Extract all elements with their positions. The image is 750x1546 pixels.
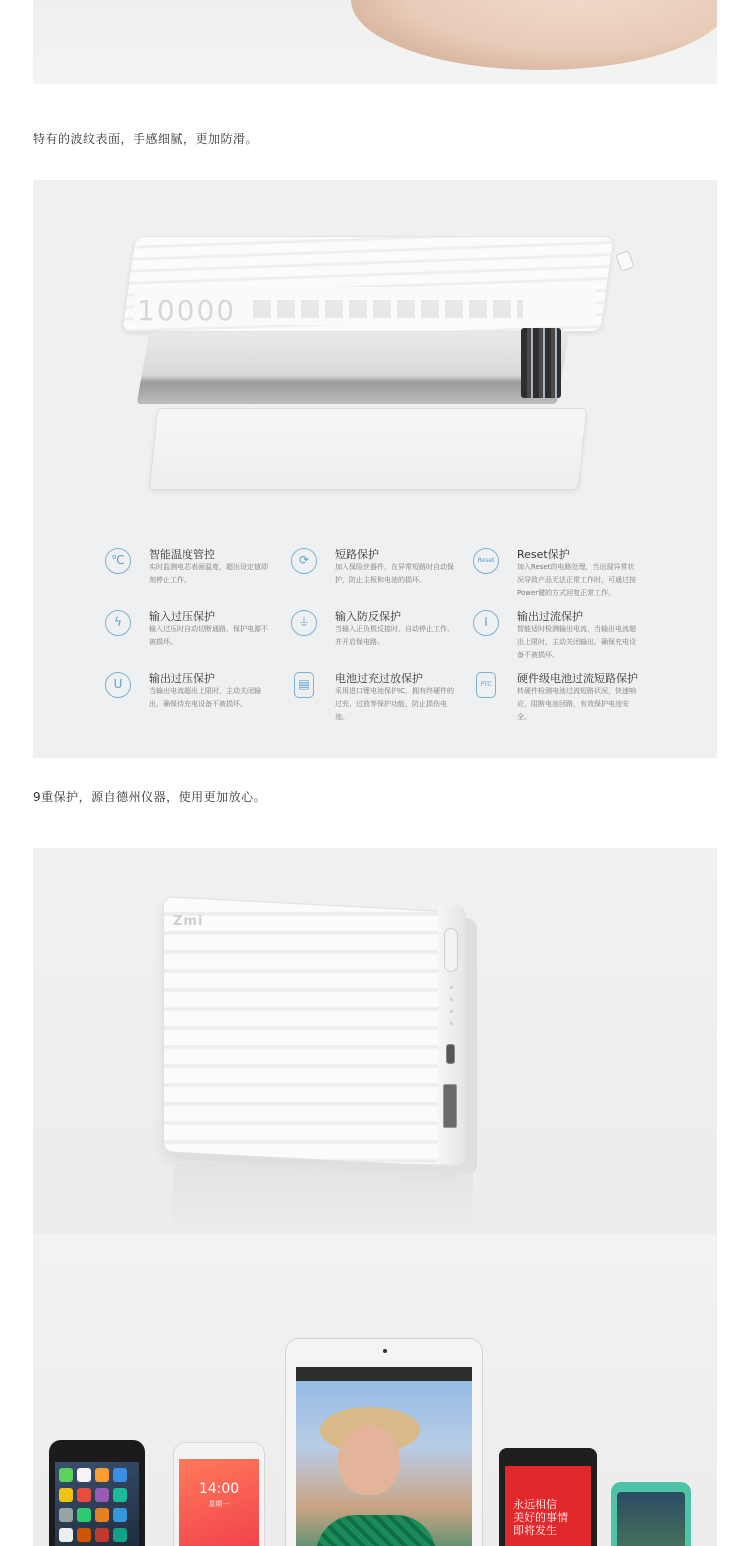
hand-graphic [351, 0, 717, 70]
thermometer-icon: ℃ [105, 548, 131, 574]
redmi-slogan [513, 1498, 568, 1537]
led-indicator [450, 1010, 453, 1013]
lightning-icon: ϟ [105, 610, 131, 636]
feature-item [291, 544, 471, 600]
short-circuit-icon: ⟳ [291, 548, 317, 574]
led-indicator [450, 986, 453, 989]
feature-title: 智能温度管控 [149, 548, 215, 561]
slogan-line: 即将发生 [513, 1524, 557, 1537]
battery-board [137, 332, 570, 404]
feature-desc: 当输出电流超出上限时，主动关闭输出，确保待充电设备不被损坏。 [149, 687, 261, 708]
zmi-logo: Zmi [173, 914, 204, 929]
feature-desc: 加入Reset的电路处理，当出现异常状况导致产品无法正常工作时，可通过按Power键的方式回复正常工作。 [517, 563, 636, 597]
feature-title: 输出过压保护 [149, 672, 215, 685]
slogan-line: 美好的事情 [513, 1511, 568, 1524]
feature-title: Reset保护 [517, 548, 570, 561]
power-button [444, 928, 458, 972]
feature-desc: 加入保险丝器件，在异常短路时自动保护，防止主板和电池的损坏。 [335, 563, 454, 584]
feature-item [105, 606, 285, 662]
feature-desc: 转硬件检测电池过流短路状况，快速响应，阻断电池回路，有效保护电池安全。 [517, 687, 636, 721]
feature-title: 硬件级电池过流短路保护 [517, 672, 638, 685]
feature-title: 输入过压保护 [149, 610, 215, 623]
reflection [173, 1164, 473, 1234]
bottom-shell [149, 408, 588, 490]
shirt [316, 1515, 436, 1546]
clock-date: 星期一 [208, 1500, 230, 1508]
ptc-icon: PTC [476, 672, 496, 698]
iphone-screen [55, 1462, 139, 1546]
protection-caption: 9重保护，源自德州仪器，使用更加放心。 [33, 790, 267, 804]
mipad-tablet [285, 1338, 483, 1546]
feature-desc: 智能适时检测输出电流，当输出电流超出上限时，主动关闭输出，确保充电设备不被损坏。 [517, 625, 636, 659]
surface-caption: 特有的波纹表面，手感细腻，更加防滑。 [33, 132, 259, 146]
feature-item [473, 606, 653, 662]
circuit-chip [521, 328, 561, 398]
spec-fine-print [253, 300, 523, 318]
feature-desc: 当输入正负极反接时，自动停止工作，并开启保电路。 [335, 625, 454, 646]
led-indicator [450, 998, 453, 1001]
face [338, 1425, 400, 1495]
feature-grid [105, 544, 665, 724]
browser-bar [296, 1367, 472, 1381]
feature-desc: 输入过压时自动切断通路，保护电源不被损坏。 [149, 625, 268, 646]
exploded-view-panel [33, 180, 717, 758]
mipad-screen [296, 1367, 472, 1546]
current-icon: I [473, 610, 499, 636]
feature-desc: 实时监测电芯表面温度，超出设定值即刻停止工作。 [149, 563, 268, 584]
feature-title: 短路保护 [335, 548, 379, 561]
feature-title: 输出过流保护 [517, 610, 583, 623]
redmi-screen [505, 1466, 591, 1546]
feature-item [473, 668, 653, 724]
slogan-line: 永远相信 [513, 1498, 557, 1511]
battery-icon: ▤ [294, 672, 314, 698]
led-indicator [450, 1022, 453, 1025]
feature-item [473, 544, 653, 600]
feature-item [291, 668, 471, 724]
compatible-devices-panel [33, 1234, 717, 1546]
feature-title: 电池过充过放保护 [335, 672, 423, 685]
camera-dot [383, 1349, 387, 1353]
feature-item [105, 668, 285, 724]
redmi-phone [499, 1448, 597, 1546]
mi4-screen [179, 1459, 259, 1546]
feature-item [105, 544, 285, 600]
green-device-screen [617, 1492, 685, 1546]
product-front-view [33, 848, 717, 1234]
micro-usb-port [446, 1044, 455, 1064]
usb-port [443, 1084, 457, 1128]
mi4-phone [173, 1442, 265, 1546]
feature-title: 输入防反保护 [335, 610, 401, 623]
feature-item [291, 606, 471, 662]
hand-holding-product-image [33, 0, 717, 84]
usb-cap [615, 250, 634, 272]
clock-time: 14:00 [198, 1481, 240, 1497]
plug-icon: ⏚ [291, 610, 317, 636]
voltage-icon: U [105, 672, 131, 698]
iphone-device [49, 1440, 145, 1546]
power-bank-body [163, 896, 463, 1168]
reset-icon: Reset [473, 548, 499, 574]
feature-desc: 采用进口锂电池保护IC，拥有终硬件的过充、过放等保护功能，防止损伤电池。 [335, 687, 454, 721]
capacity-label: 10000 [137, 294, 237, 327]
green-case-device [611, 1482, 691, 1546]
